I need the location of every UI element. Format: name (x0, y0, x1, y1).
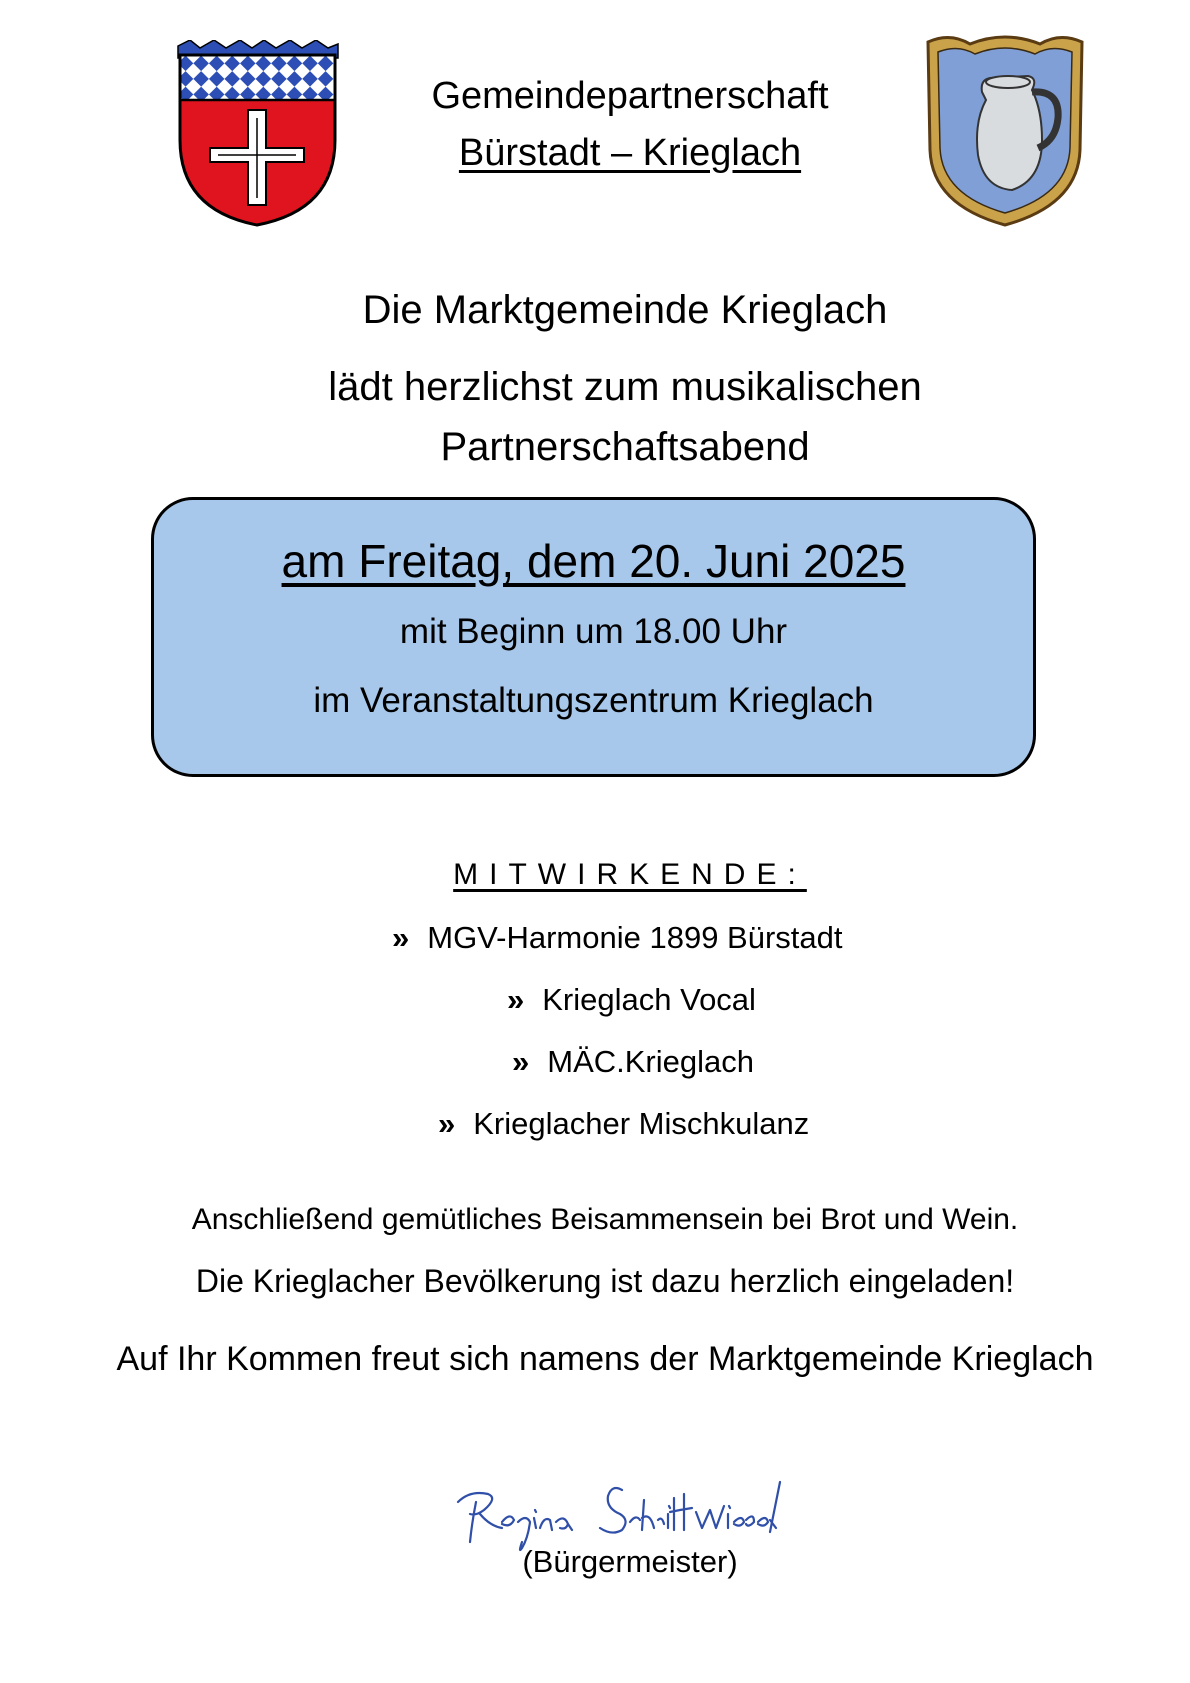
performer-item (392, 920, 843, 956)
bullet-icon: » (512, 1044, 530, 1079)
performer-name: MGV-Harmonie 1899 Bürstadt (427, 920, 843, 955)
bullet-icon: » (438, 1106, 456, 1141)
intro-line-3: Partnerschaftsabend (440, 425, 810, 469)
performers-heading-text: MITWIRKENDE: (453, 858, 807, 891)
performer-item (507, 982, 756, 1018)
performer-item (438, 1106, 809, 1142)
performer-name: MÄC.Krieglach (547, 1044, 754, 1079)
performer-name: Krieglacher Mischkulanz (473, 1106, 810, 1141)
intro-line-1: Die Marktgemeinde Krieglach (362, 288, 888, 332)
header-subtitle (330, 132, 930, 175)
event-date-text: am Freitag, dem 20. Juni 2025 (281, 535, 906, 587)
krieglach-coat-of-arms-icon (920, 30, 1090, 230)
closing-line-1: Anschließend gemütliches Beisammensein bei Brot und Wein. (191, 1203, 1019, 1236)
performer-name: Krieglach Vocal (542, 982, 756, 1017)
event-time: mit Beginn um 18.00 Uhr (399, 612, 788, 651)
closing-line-3: Auf Ihr Kommen freut sich namens der Marktgemeinde Krieglach (116, 1340, 1094, 1378)
performer-item (512, 1044, 754, 1080)
event-date (151, 534, 1036, 588)
buerstadt-coat-of-arms-icon (170, 40, 345, 230)
intro-line-2: lädt herzlichst zum musikalischen (328, 365, 922, 409)
header-title: Gemeindepartnerschaft (431, 75, 829, 117)
signature-title: (Bürgermeister) (522, 1544, 738, 1579)
closing-line-2: Die Krieglacher Bevölkerung ist dazu herzlich eingeladen! (195, 1263, 1015, 1299)
event-venue: im Veranstaltungszentrum Krieglach (313, 681, 874, 720)
bullet-icon: » (392, 920, 410, 955)
performers-heading (300, 858, 960, 892)
header-subtitle-text: Bürstadt – Krieglach (458, 132, 802, 174)
bullet-icon: » (507, 982, 525, 1017)
